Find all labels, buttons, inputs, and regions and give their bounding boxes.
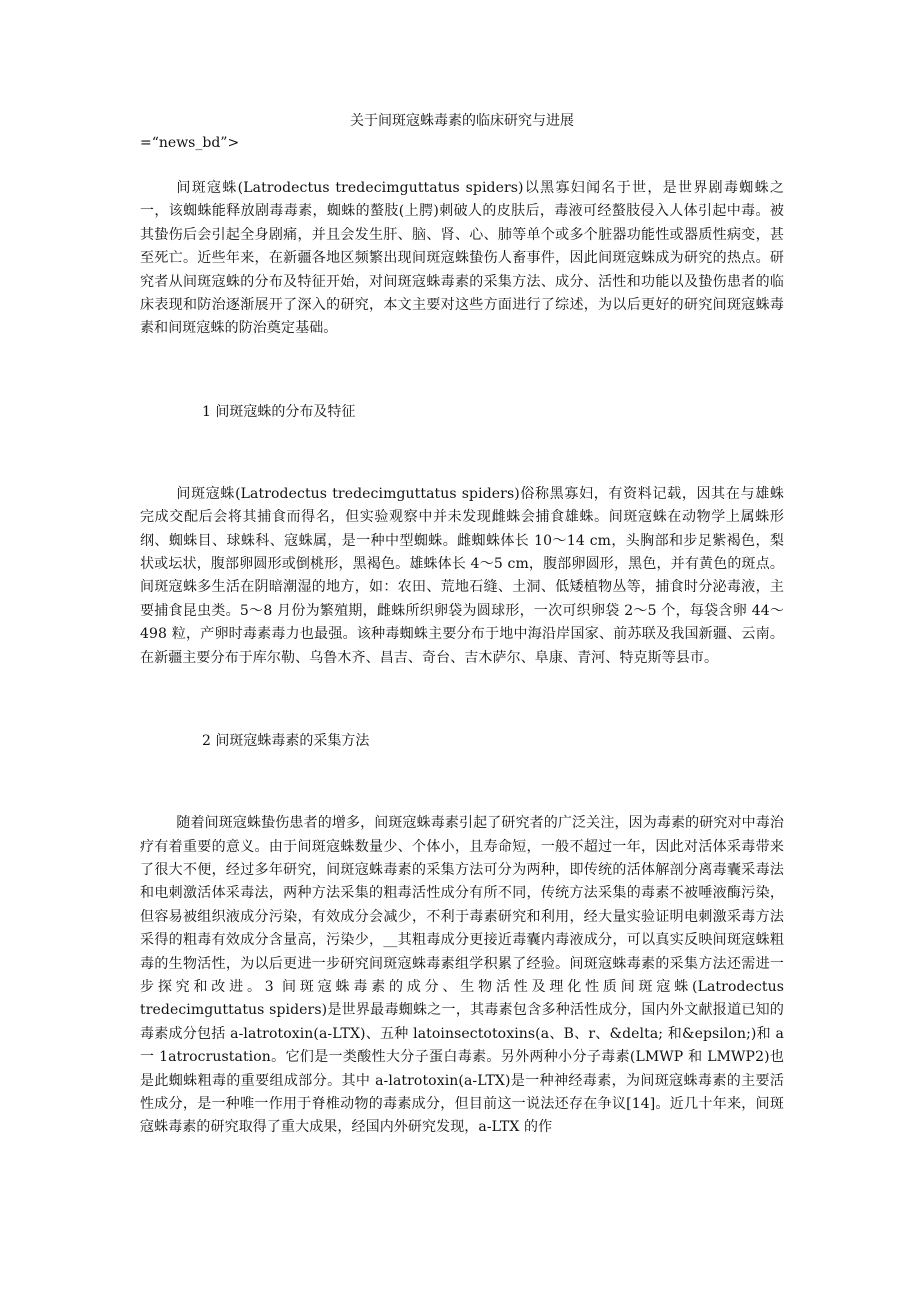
section-1-paragraph: 间斑寇蛛(Latrodectus tredecimguttatus spiders)俗称黑寡妇，有资料记载，因其在与雄蛛完成交配后会将其捕食而得名，但实验观察中并未发现雌蛛会捕食雄蛛。间斑寇蛛在动物学上属蛛形纲、蜘蛛目、球蛛科、寇蛛属，是一种中型蜘蛛。雌蜘蛛体长 10～14 cm，头胸部和步足紫褐色，梨状或坛状，腹部卵圆形或倒桃形，黑褐色。雄蛛体长 4～5 cm，腹部卵圆形，黑色，并有黄色的斑点。间斑寇蛛多生活在阴暗潮湿的地方，如：农田、荒地石缝、土洞、低矮植物丛等，捕食时分泌毒液，主要捕食昆虫类。5～8 月份为繁殖期，雌蛛所织卵袋为圆球形，一次可织卵袋 2～5 个，每袋含卵 44～498 粒，产卵时毒素毒力也最强。该种毒蜘蛛主要分布于地中海沿岸国家、前苏联及我国新疆、云南。在新疆主要分布于库尔勒、乌鲁木齐、昌吉、奇台、吉木萨尔、阜康、青河、特克斯等县市。	[140, 485, 784, 666]
spacer	[140, 752, 784, 812]
spacer	[140, 423, 784, 483]
spacer	[140, 670, 784, 730]
document-title: 关于间斑寇蛛毒素的临床研究与进展	[350, 113, 574, 129]
intro-paragraph: 间斑寇蛛(Latrodectus tredecimguttatus spiders)以黑寡妇闻名于世，是世界剧毒蜘蛛之一，该蜘蛛能释放剧毒毒素，蜘蛛的螯肢(上腭)刺破人的皮肤后，毒液可经螯肢侵入人体引起中毒。被其蛰伤后会引起全身剧痛，并且会发生肝、脑、肾、心、肺等单个或多个脏器功能性或器质性病变，甚至死亡。近些年来，在新疆各地区频繁出现间斑寇蛛蛰伤人畜事件，因此间斑寇蛛成为研究的热点。研究者从间斑寇蛛的分布及特征开始，对间斑寇蛛毒素的采集方法、成分、活性和功能以及蛰伤患者的临床表现和防治逐渐展开了深入的研究，本文主要对这些方面进行了综述，为以后更好的研究间斑寇蛛毒素和间斑寇蛛的防治奠定基础。	[140, 180, 784, 337]
document-page	[140, 110, 784, 1140]
spacer	[140, 341, 784, 401]
section-2-paragraph: 随着间斑寇蛛蛰伤患者的增多，间斑寇蛛毒素引起了研究者的广泛关注，因为毒素的研究对中毒治疗有着重要的意义。由于间斑寇蛛数量少、个体小，且寿命短，一般不超过一年，因此对活体采毒带来了很大不便，经过多年研究，间斑寇蛛毒素的采集方法可分为两种，即传统的活体解剖分离毒囊采毒法和电刺激活体采毒法，两种方法采集的粗毒活性成分有所不同，传统方法采集的毒素不被唾液酶污染，但容易被组织液成分污染，有效成分会减少，不利于毒素研究和利用，经大量实验证明电刺激采毒方法采得的粗毒有效成分含量高，污染少，__其粗毒成分更接近毒囊内毒液成分，可以真实反映间斑寇蛛粗毒的生物活性，为以后更进一步研究间斑寇蛛毒素组学积累了经验。间斑寇蛛毒素的采集方法还需进一步探究和改进。3 间斑寇蛛毒素的成分、生物活性及理化性质间斑寇蛛(Latrodectus tredecimguttatus spiders)是世界最毒蜘蛛之一，其毒素包含多种活性成分，国内外文献报道已知的毒素成分包括 a-latrotoxin(a-LTX)、五种 latoinsectotoxins(a、Β、r、&delta; 和&epsilon;)和 a 一 1atrocrustation。它们是一类酸性大分子蛋白毒素。另外两种小分子毒素(LMWP 和 LMWP2)也是此蜘蛛粗毒的重要组成部分。其中 a-latrotoxin(a-LTX)是一种神经毒素，为间斑寇蛛毒素的主要活性成分，是一种唯一作用于脊椎动物的毒素成分，但目前这一说法还存在争议[14]。近几十年来，间斑寇蛛毒素的研究取得了重大成果，经国内外研究发现，a-LTX 的作	[140, 815, 784, 1136]
html-artifact-text: =“news_bd”>	[140, 135, 240, 151]
section-2-heading: 2 间斑寇蛛毒素的采集方法	[202, 733, 370, 750]
section-1-heading: 1 间斑寇蛛的分布及特征	[202, 403, 356, 420]
